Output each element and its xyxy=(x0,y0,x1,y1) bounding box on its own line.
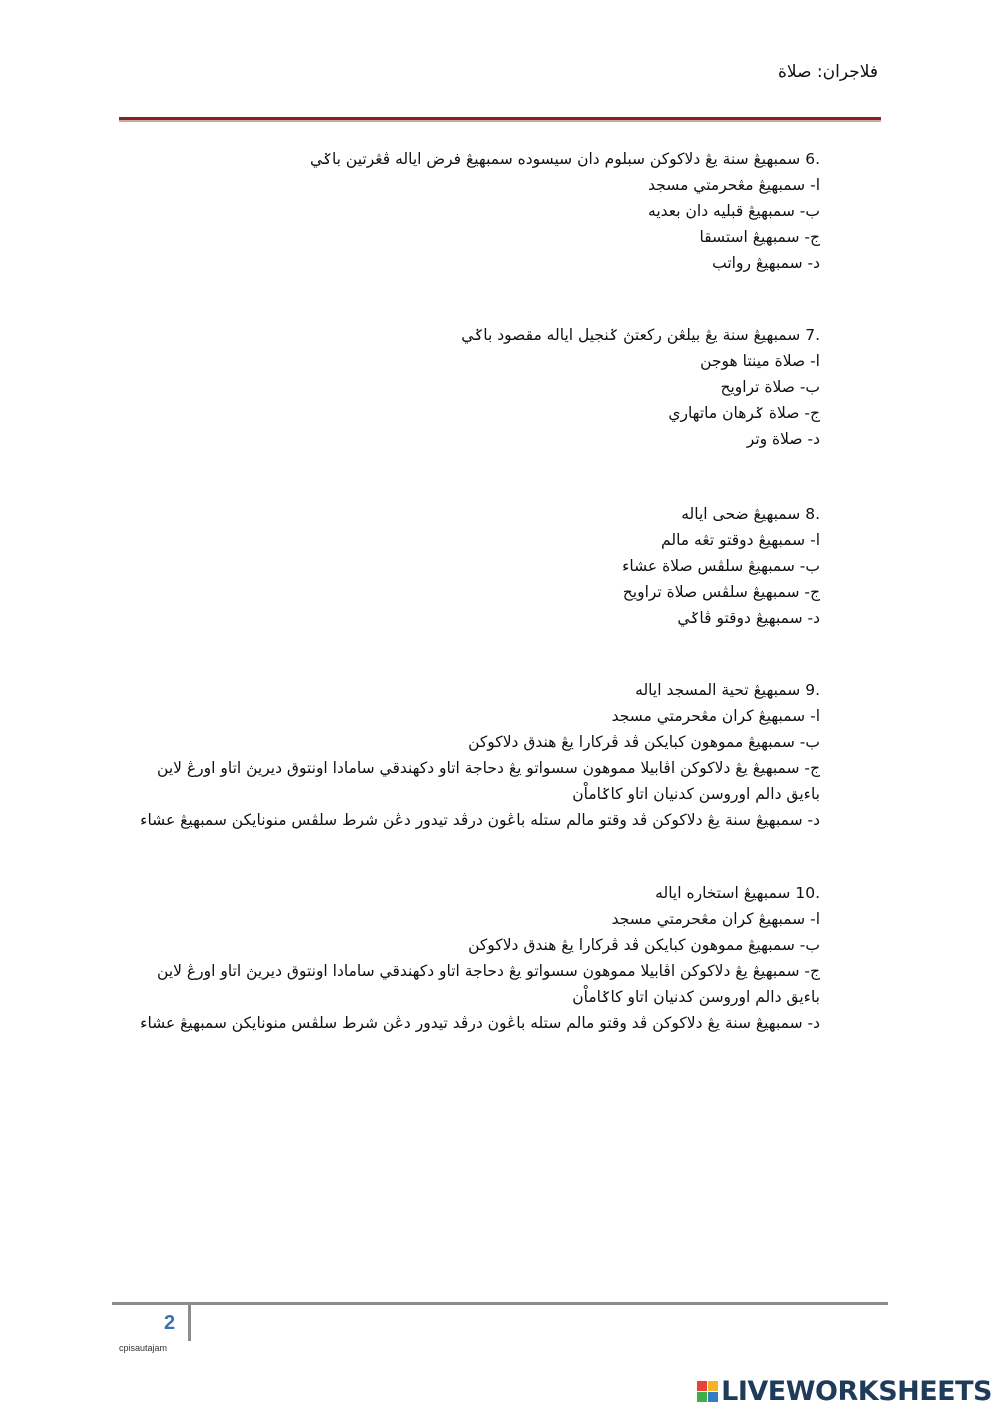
option-c[interactable]: ج- سمبهيڠ سلڤس صلاة تراويح xyxy=(622,583,820,601)
logo-text: LIVEWORKSHEETS xyxy=(721,1376,992,1407)
option-b[interactable]: ب- صلاة تراويح xyxy=(720,378,820,396)
question-9 xyxy=(130,677,820,833)
option-d[interactable]: د- سمبهيڠ سنة يڠ دلاكوكن ڤد وقتو مالم ستله باڠون درڤد تيدور دڠن شرط سلڤس منونايكن سمبهيڠ عشاء xyxy=(140,1014,820,1032)
option-a[interactable]: ا- سمبهيڠ دوقتو تڠه مالم xyxy=(661,531,820,549)
question-stem: .7 سمبهيڠ سنة يڠ بيلڠن ركعتڽ ݢنجيل اياله مقصود باݢي xyxy=(461,326,820,344)
question-8 xyxy=(622,501,820,631)
question-6 xyxy=(310,146,820,276)
footer-divider xyxy=(112,1302,888,1305)
question-10 xyxy=(130,880,820,1036)
option-d[interactable]: د- سمبهيڠ سنة يڠ دلاكوكن ڤد وقتو مالم ستله باڠون درڤد تيدور دڠن شرط سلڤس منونايكن سمبهيڠ عشاء xyxy=(140,811,820,829)
logo-square xyxy=(708,1392,718,1402)
option-c[interactable]: ج- سمبهيڠ يڠ دلاكوكن اڤابيلا مموهون سسواتو يڠ دحاجة اتاو دكهندقي سامادا اونتوق ديريڽ اتاو اورڠ لاين باءيق دالم اوروسن كدنيان اتاو كاݢاماْن xyxy=(157,962,820,1006)
option-a[interactable]: ا- سمبهيڠ كران مڠحرمتي مسجد xyxy=(611,707,820,725)
option-d[interactable]: د- سمبهيڠ دوقتو ڤاݢي xyxy=(677,609,820,627)
option-b[interactable]: ب- سمبهيڠ قبليه دان بعديه xyxy=(648,202,820,220)
option-b[interactable]: ب- سمبهيڠ مموهون كبايكن ڤد ڤركارا يڠ هندق دلاكوكن xyxy=(468,936,820,954)
page-number: 2 xyxy=(164,1312,176,1334)
option-b[interactable]: ب- سمبهيڠ سلڤس صلاة عشاء xyxy=(622,557,820,575)
option-c[interactable]: ج- سمبهيڠ استسقا xyxy=(699,228,820,246)
question-stem: .8 سمبهيڠ ضحى اياله xyxy=(681,505,820,523)
page-title: فلاجران: صلاة xyxy=(778,62,878,82)
logo-grid-icon xyxy=(697,1381,718,1402)
option-b[interactable]: ب- سمبهيڠ مموهون كبايكن ڤد ڤركارا يڠ هندق دلاكوكن xyxy=(468,733,820,751)
footer-code: cpisautajam xyxy=(119,1343,168,1353)
option-d[interactable]: د- سمبهيڠ رواتب xyxy=(712,254,820,272)
option-c[interactable]: ج- صلاة ݢرهان ماتهاري xyxy=(668,404,820,422)
liveworksheets-logo[interactable] xyxy=(697,1376,992,1407)
logo-square xyxy=(697,1381,707,1391)
question-stem: .6 سمبهيڠ سنة يڠ دلاكوكن سبلوم دان سيسوده سمبهيڠ فرض اياله ڤڠرتين باݢي xyxy=(309,150,820,168)
option-a[interactable]: ا- سمبهيڠ كران مڠحرمتي مسجد xyxy=(611,910,820,928)
option-a[interactable]: ا- سمبهيڠ مڠحرمتي مسجد xyxy=(648,176,820,194)
question-stem: .9 سمبهيڠ تحية المسجد اياله xyxy=(635,681,820,699)
header-divider xyxy=(119,117,881,122)
footer-vertical-divider xyxy=(188,1305,191,1341)
logo-square xyxy=(697,1392,707,1402)
option-d[interactable]: د- صلاة وتر xyxy=(746,430,820,448)
question-7 xyxy=(461,322,820,452)
question-stem: .10 سمبهيڠ استخاره اياله xyxy=(655,884,820,902)
option-a[interactable]: ا- صلاة مينتا هوجن xyxy=(700,352,820,370)
option-c[interactable]: ج- سمبهيڠ يڠ دلاكوكن اڤابيلا مموهون سسواتو يڠ دحاجة اتاو دكهندقي سامادا اونتوق ديريڽ اتاو اورڠ لاين باءيق دالم اوروسن كدنيان اتاو كاݢاماْن xyxy=(157,759,820,803)
logo-square xyxy=(708,1381,718,1391)
